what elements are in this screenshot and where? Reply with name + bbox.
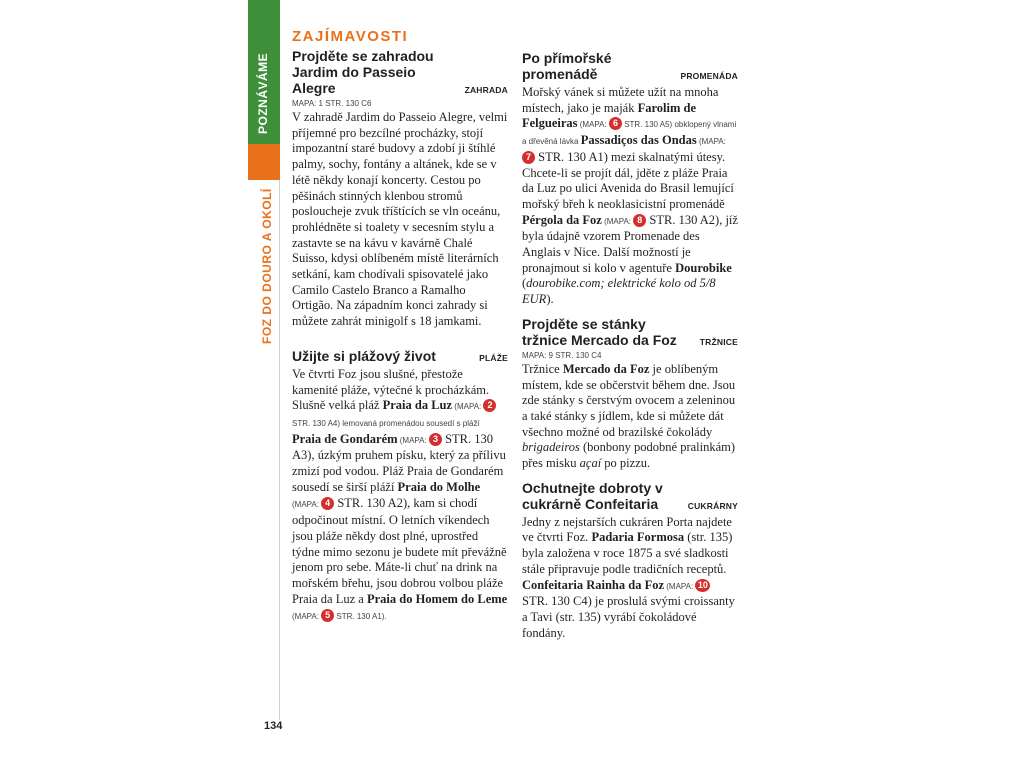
body-text: STR. 130 A3), úzkým pruhem písku, který za přílivu zmizí pod vodou. Pláž Praia de Gondarém sousedí se širší pláží [292,431,506,494]
entry-trznice [522,316,738,472]
body-text: (str. 135) byla založena v roce 1875 a své sladkosti stále připravuje podle tradičních receptů. [522,530,733,576]
body-text: STR. 130 A4) lemovaná promenádou sousedí s pláží [292,418,480,428]
body-text: STR. 130 A5) obklopený vlnami a dřevěná lávka [522,120,737,147]
body-text: Mořský vánek si můžete užít na mnoha místech, jako je maják [522,85,719,115]
map-marker-badge: 6 [609,117,622,130]
entry-category: PLÁŽE [479,352,508,363]
map-marker-badge: 3 [429,433,442,446]
body-text: STR. 130 A1) mezi skalnatými útesy. Chcete-li se projít dál, jděte z pláže Praia da Luz po ulici Avenida do Brasil lemující mořský břeh k neoklasicistní promenádě [522,149,734,211]
left-column [292,28,508,633]
map-ref-text: (MAPA: [292,500,322,510]
term-italic: brigadeiros [522,440,580,455]
entry-category: PROMENÁDA [680,71,738,81]
place-name: Praia da Luz [382,398,453,413]
body-text: Ve čtvrti Foz jsou slušné, přestože kamenité pláže, výtečné k procházkám. Slušně velká pláž [292,366,490,413]
map-ref-text: (MAPA: [397,435,429,445]
entry-title: Užijte si plážový život [292,347,436,364]
entry-jardim [292,48,508,330]
entry-title: Ochutnejte dobroty v cukrárně Confeitaria [522,479,663,512]
entry-header [522,316,738,348]
body-text: STR. 130 C4) je proslulá svými croissanty a Tavi (str. 135) vyrábí čokoládové fondány. [522,594,735,640]
map-marker-badge: 2 [483,399,496,412]
entry-body: V zahradě Jardim do Passeio Alegre, velmi příjemné pro bezcílné procházky, stojí impozantní staré budovy a zdobí ji štíhlé palmy, sochy, fontány a altánek, kde se v létě někdy konají koncerty. Cestou po pěšinách stinných klenbou stromů posloucheje zvuk tříštících se vln oceánu, prohlédněte si toalety v secesním stylu a zastavte se na kávu v kavárně Chalé Suisso, kdysi oblíbeném místě literárních setkání, kam chodívali spisovatelé jako Camilo Castelo Branco a Ramalho Ortigão. Na západním konci zahrady si můžete zahrát minigolf s 18 jamkami. [292,110,508,329]
place-name: Dourobike [675,260,732,275]
section-tab-orange [248,144,280,180]
map-marker-badge: 4 [321,497,334,510]
body-text: STR. 130 A2), jíž byla údajně vzorem Promenade des Anglais v Nice. Další možností je pronajmout si kolo v agentuře [522,212,738,275]
place-name: Farolim de Felgueiras [522,100,697,131]
place-name: Mercado da Foz [562,361,650,376]
map-marker-badge: 8 [633,214,646,227]
right-column [522,50,738,649]
place-name: Praia de Gondarém [292,431,398,446]
entry-category: ZAHRADA [464,85,508,95]
entry-title: Projděte se stánky tržnice Mercado da Foz [522,315,677,348]
section-tab-label: FOZ DO DOURO A OKOLÍ [260,188,274,344]
website-note: dourobike.com; elektrické kolo od 5/8 EUR [522,276,716,307]
map-marker-badge: 10 [695,579,710,592]
margin-rule [279,180,280,720]
place-name: Padaria Formosa [591,530,685,545]
map-ref-text: (MAPA: [452,402,484,412]
entry-title: Po přímořské promenádě [522,50,612,82]
map-ref-text: (MAPA: [664,581,696,591]
body-text: (bonbony podobné pralinkám) přes misku [522,440,736,471]
map-marker-badge: 7 [522,151,535,164]
map-ref-text: (MAPA: [292,612,322,622]
page-number: 134 [264,720,283,732]
entry-body [522,362,738,472]
map-ref-text: (MAPA: [696,137,726,147]
place-name: Passadiços das Ondas [580,133,697,148]
entry-title: Projděte se zahradou Jardim do Passeio Alegre [292,48,434,96]
body-text: ( [522,276,527,291]
body-text: po pizzu. [601,456,651,471]
term-italic: açaí [579,456,602,471]
section-heading: ZAJÍMAVOSTI [292,28,409,45]
body-text: STR. 130 A2), kam si chodí odpočinout místní. O letních víkendech jsou pláže někdy dost plné, uprostřed týdne mimo sezonu je budete mít převážně jenom pro sebe. Máte-li chuť na drink na mořském břehu, jsou dobrou volbou pláže Praia da Luz a [292,496,507,606]
entry-promenada [522,50,738,308]
entry-body [522,85,738,308]
entry-header [292,48,508,96]
body-text: ). [546,292,554,307]
entry-category: TRŽNICE [699,336,738,347]
map-ref-text: STR. 130 A1). [334,612,387,622]
map-marker-badge: 5 [321,609,334,622]
map-ref-text: (MAPA: [601,216,634,226]
entry-body [522,515,738,642]
place-name: Pérgola da Foz [522,212,602,227]
place-name: Praia do Molhe [397,479,481,494]
entry-header [522,50,738,82]
map-reference: MAPA: 1 STR. 130 C6 [292,99,372,108]
entry-plaze [292,348,508,625]
map-reference: MAPA: 9 STR. 130 C4 [522,350,602,360]
place-name: Praia do Homem do Leme [366,591,508,606]
body-text: je oblíbeným místem, kde se občerstvit během dne. Jsou zde stánky s čerstvým ovocem a zeleninou a také stánky s jídlem, kde si můžete dát všechno možné od brazilské čokolády [522,361,736,439]
entry-header [522,480,738,512]
body-text: Tržnice [522,361,563,376]
entry-header [292,348,508,364]
entry-category: CUKRÁRNY [687,500,738,511]
entry-cukrarny [522,480,738,642]
body-text: Jedny z nejstarších cukráren Porta najdete ve čtvrti Foz. [522,514,732,545]
chapter-tab-label: POZNÁVÁME [256,52,270,134]
map-ref-text: (MAPA: [577,120,609,130]
entry-body [292,367,508,625]
place-name: Confeitaria Rainha da Foz [522,577,665,592]
